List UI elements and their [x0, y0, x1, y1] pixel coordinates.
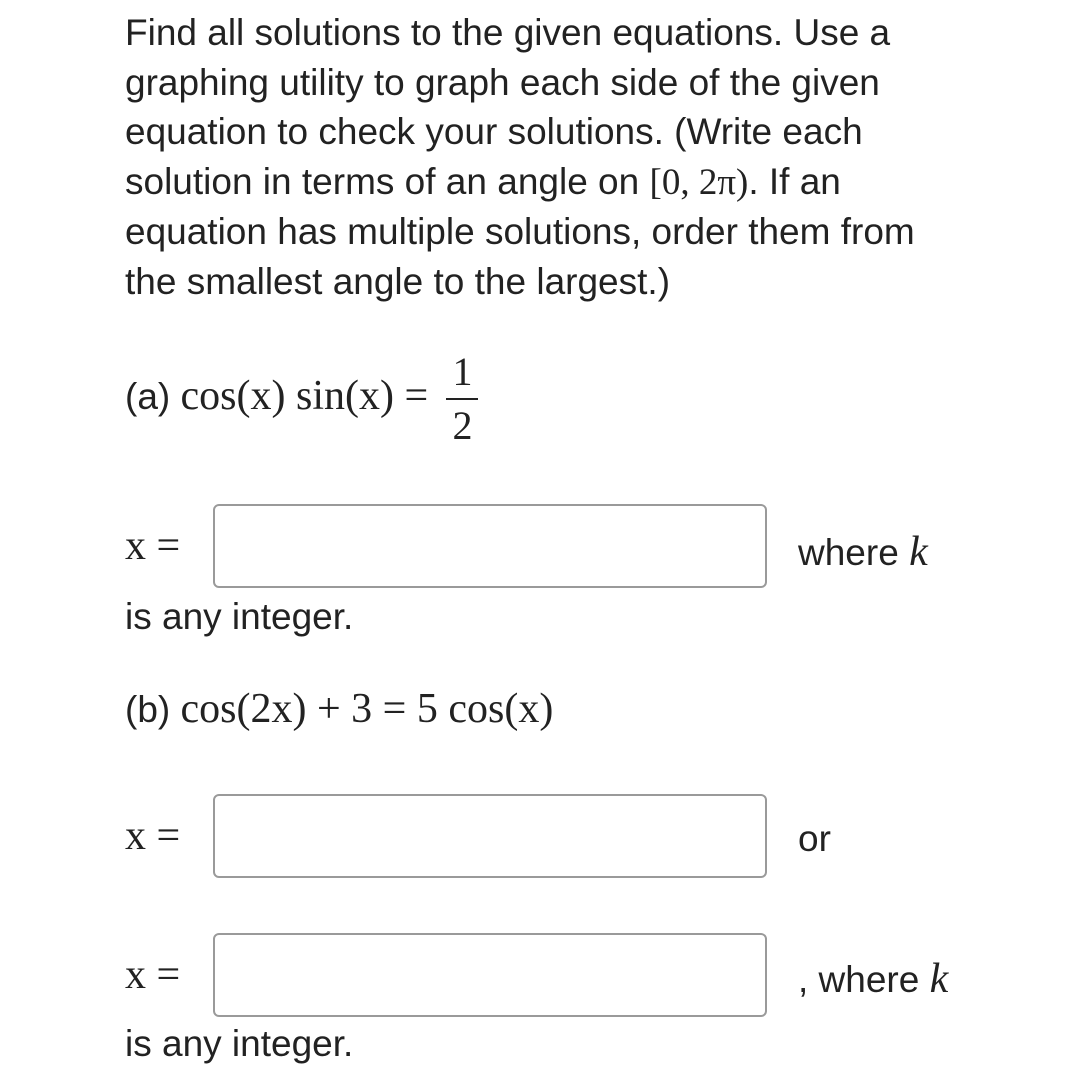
part-a-x-equals: x =: [125, 523, 181, 569]
part-b-answer-input-1[interactable]: [213, 794, 767, 878]
part-a-integer-note: is any integer.: [125, 596, 354, 637]
part-b-integer-note: is any integer.: [125, 1023, 354, 1064]
instructions-text-1: Find all solutions to the given equations. Use a graphing utility to graph each side of the given equation to check your solutions. (Write each solution in terms of an angle on: [125, 12, 891, 202]
part-b-where-k: [798, 955, 948, 1003]
part-b-equation: [125, 685, 553, 733]
where-text: where: [798, 532, 899, 573]
part-a-label: (a): [125, 375, 171, 417]
part-a-equation-lhs: cos(x) sin(x) =: [180, 372, 429, 419]
part-b-x-equals-1: x =: [125, 813, 181, 859]
fraction-numerator: 1: [446, 352, 478, 400]
part-b-x-equals-2: x =: [125, 952, 181, 998]
part-b-answer-input-2[interactable]: [213, 933, 767, 1017]
k-variable: k: [929, 956, 949, 1002]
interval-notation: [0, 2π): [649, 161, 749, 203]
part-b-label: (b): [125, 689, 171, 730]
part-a-answer-input[interactable]: [213, 504, 767, 588]
fraction-denominator: 2: [452, 403, 473, 448]
where-text: , where: [798, 959, 920, 1000]
part-a-where-k: [798, 528, 928, 576]
part-b-equation-text: cos(2x) + 3 = 5 cos(x): [180, 686, 554, 732]
instructions-paragraph: [125, 8, 975, 306]
k-variable: k: [909, 529, 928, 575]
part-b-or-text: or: [798, 818, 831, 859]
part-a-fraction: [446, 349, 478, 448]
instructions-text-2: . If an equation has multiple solutions, order them from the smallest angle to the largest.): [125, 160, 915, 302]
part-a-equation: [125, 349, 478, 448]
